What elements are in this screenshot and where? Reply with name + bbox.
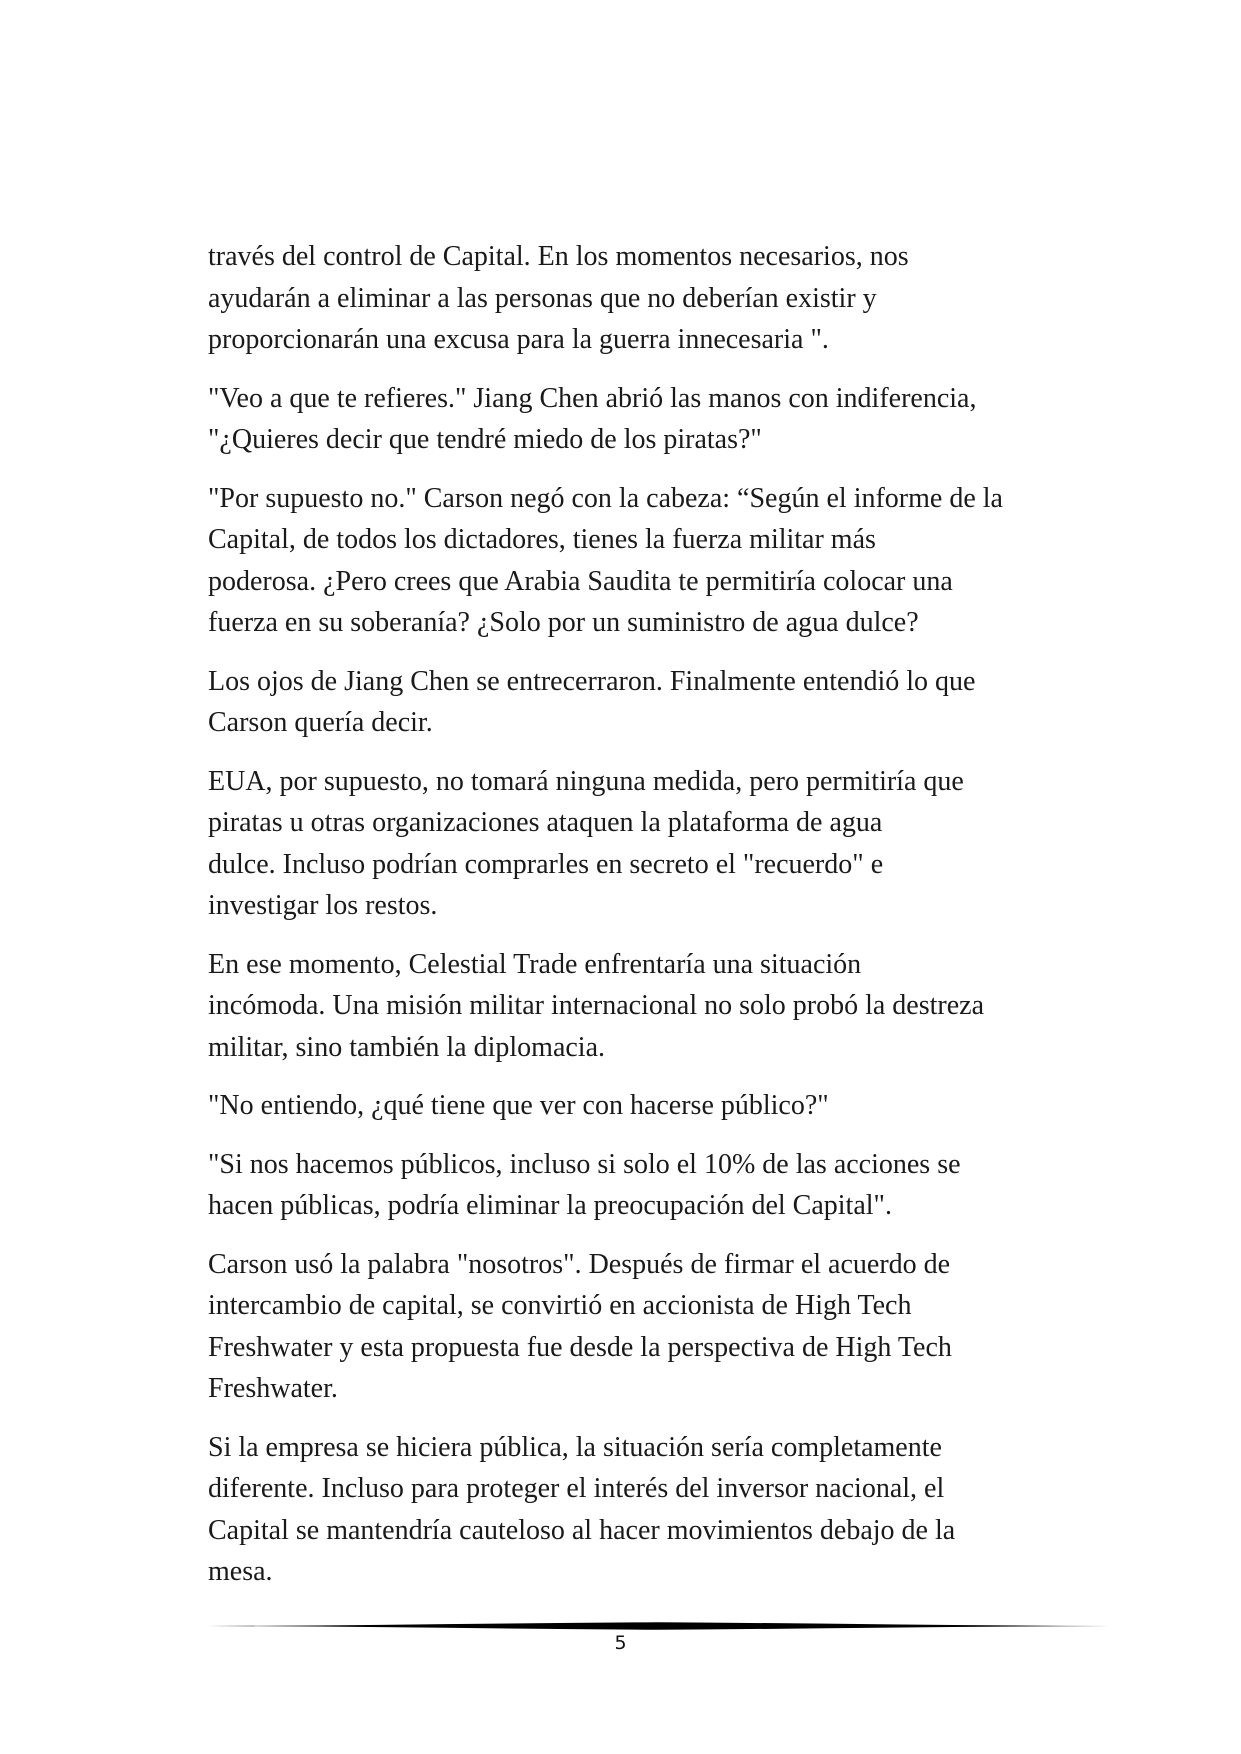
paragraph: Si la empresa se hiciera pública, la situación sería completamente diferente. Incluso para proteger el interés del inversor nacional, el Capital se mantendría cauteloso al hacer movimientos debajo de la mesa. [208, 1431, 956, 1587]
paragraph: Carson usó la palabra "nosotros". Después de firmar el acuerdo de intercambio de capital, se convirtió en accionista de High Tech Freshwater y esta propuesta fue desde la perspectiva de High Tech Freshwater. [208, 1248, 952, 1404]
paragraph: "Veo a que te refieres." Jiang Chen abrió las manos con indiferencia, "¿Quieres decir que tendré miedo de los piratas?" [208, 382, 977, 455]
paragraph: través del control de Capital. En los momentos necesarios, nos ayudarán a eliminar a las personas que no deberían existir y proporcionarán una excusa para la guerra innecesaria ". [208, 241, 909, 355]
paragraph: "No entiendo, ¿qué tiene que ver con hacerse público?" [208, 1090, 829, 1121]
paragraph: "Si nos hacemos públicos, incluso si solo el 10% de las acciones se hacen públicas, podría eliminar la preocupación del Capital". [208, 1148, 961, 1221]
paragraph: Los ojos de Jiang Chen se entrecerraron. Finalmente entendió lo que Carson quería decir. [208, 665, 976, 738]
paragraph: "Por supuesto no." Carson negó con la cabeza: “Según el informe de la Capital, de todos los dictadores, tienes la fuerza militar más poderosa. ¿Pero crees que Arabia Saudita te permitiría colocar una fuerza en su soberanía? ¿Solo por un suministro de agua dulce? [208, 482, 1003, 638]
paragraph: En ese momento, Celestial Trade enfrentaría una situación incómoda. Una misión militar internacional no solo probó la destreza militar, sino también la diplomacia. [208, 948, 985, 1063]
paragraph: EUA, por supuesto, no tomará ninguna medida, pero permitiría que piratas u otras organizaciones ataquen la plataforma de agua dulce. Incluso podrían comprarles en secreto el "recuerdo" e investigar los restos. [208, 765, 964, 921]
page-number: 5 [614, 1632, 627, 1654]
footer-divider [207, 1621, 1110, 1631]
body-text [208, 236, 1088, 1610]
